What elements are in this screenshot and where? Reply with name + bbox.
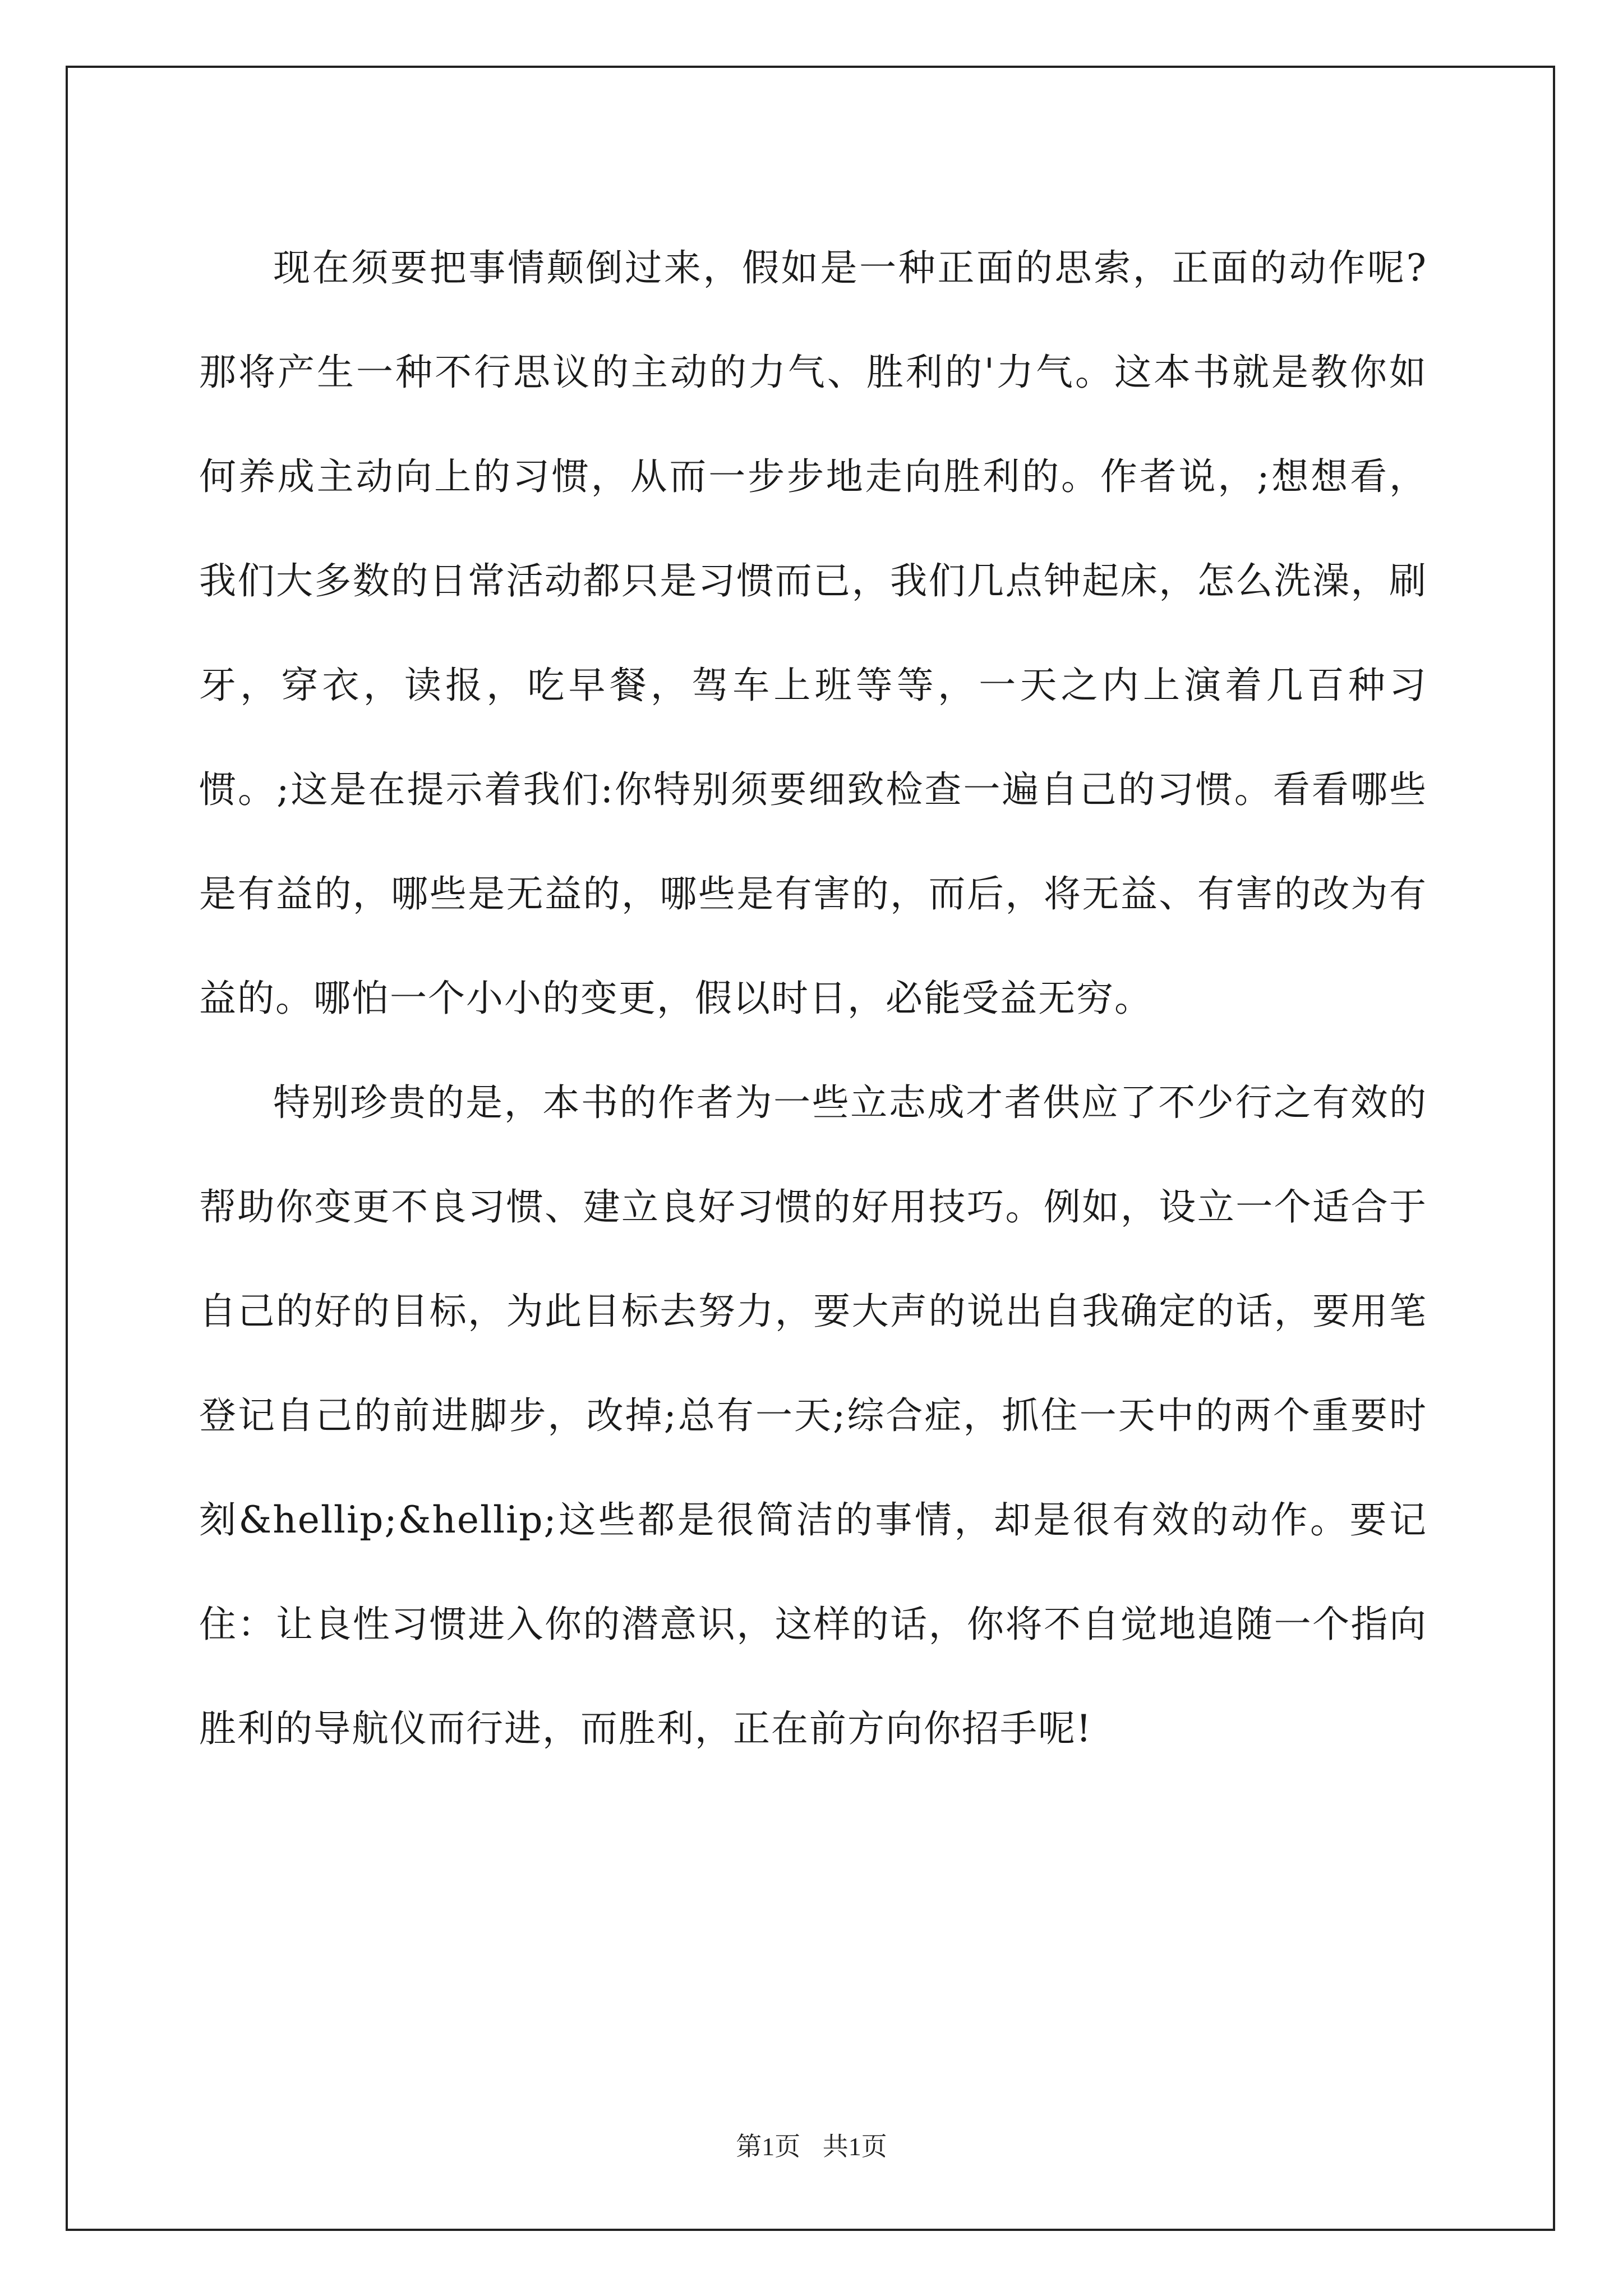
paragraph-1: 现在须要把事情颠倒过来，假如是一种正面的思索，正面的动作呢?那将产生一种不行思议的主动的力气、胜利的'力气。这本书就是教你如何养成主动向上的习惯，从而一步步地走向胜利的。作者说，;想想看，我们大多数的日常活动都只是习惯而已，我们几点钟起床，怎么洗澡，刷牙，穿衣，读报，吃早餐，驾车上班等等，一天之内上演着几百种习惯。;这是在提示着我们:你特别须要细致检查一遍自己的习惯。看看哪些是有益的，哪些是无益的，哪些是有害的，而后，将无益、有害的改为有益的。哪怕一个小小的变更，假以时日，必能受益无穷。 (199, 246, 1427, 1020)
paragraph-2: 特别珍贵的是，本书的作者为一些立志成才者供应了不少行之有效的帮助你变更不良习惯、建立良好习惯的好用技巧。例如，设立一个适合于自己的好的目标，为此目标去努力，要大声的说出自我确定的话，要用笔登记自己的前进脚步，改掉;总有一天;综合症，抓住一天中的两个重要时刻&hellip;&hellip;这些都是很简洁的事情，却是很有效的动作。要记住：让良性习惯进入你的潜意识，这样的话，你将不自觉地追随一个指向胜利的导航仪而行进，而胜利，正在前方向你招手呢! (199, 1081, 1427, 1750)
page-total: 共1页 (822, 2132, 887, 2161)
page-footer (0, 2126, 1623, 2163)
page-number: 第1页 (736, 2132, 801, 2161)
document-body (199, 216, 1427, 1781)
